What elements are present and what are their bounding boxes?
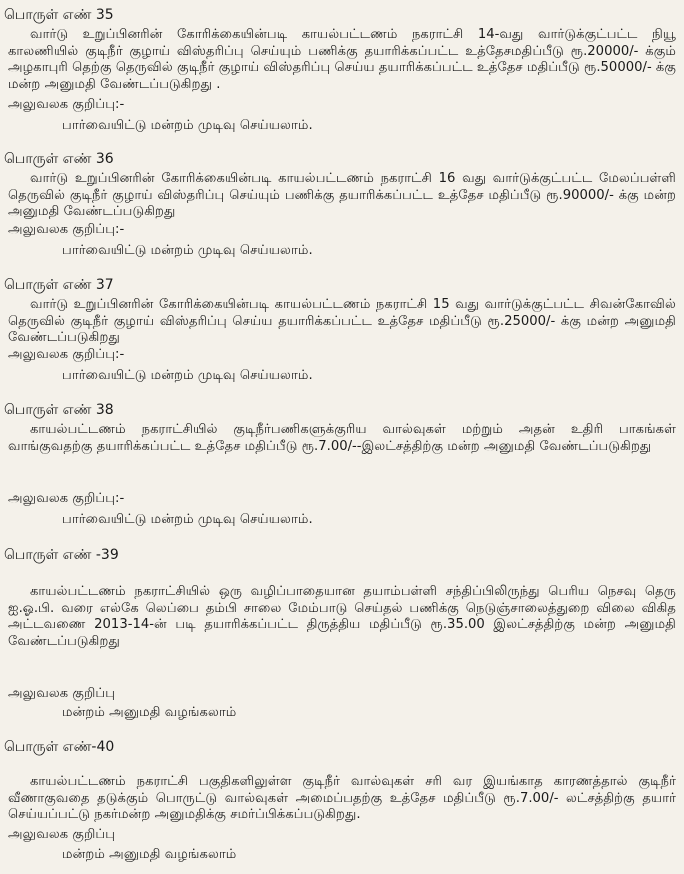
office-note-label: அலுவலக குறிப்பு:- <box>8 347 125 362</box>
item-body: வார்டு உறுப்பினரின் கோரிக்கையின்படி காயல்பட்டணம் நகராட்சி 15 வது வார்டுக்குட்பட்ட சிவன்கோவில் தெருவில் குடிநீர் குழாய் விஸ்தரிப்பு செய்ய தயாரிக்கப்பட்ட உத்தேச மதிப்பீடு ரூ.25000/- க்கு மன்ற அனுமதி வேண்டப்படுகிறது <box>8 297 676 346</box>
office-note-label: அலுவலக குறிப்பு:- <box>8 97 125 112</box>
office-decision: பார்வையிட்டு மன்றம் முடிவு செய்யலாம். <box>62 243 313 258</box>
item-title: பொருள் எண் 35 <box>4 7 114 23</box>
item-title: பொருள் எண் 37 <box>4 277 114 293</box>
item-title: பொருள் எண்-40 <box>4 739 115 755</box>
office-note-label: அலுவலக குறிப்பு:- <box>8 491 125 506</box>
item-body: காயல்பட்டணம் நகராட்சியில் குடிநீர்பணிகளுக்குரிய வால்வுகள் மற்றும் அதன் உதிரி பாகங்கள் வாங்குவதற்கு தயாரிக்கப்பட்ட உத்தேச மதிப்பீடு ரூ.7.00/--இலட்சத்திற்கு மன்ற அனுமதி வேண்டப்படுகிறது <box>8 422 676 454</box>
office-note-label: அலுவலக குறிப்பு:- <box>8 222 125 237</box>
item-title: பொருள் எண் 36 <box>4 151 114 167</box>
office-note-label: அலுவலக குறிப்பு <box>8 827 116 842</box>
item-title: பொருள் எண் 38 <box>4 402 114 418</box>
item-title: பொருள் எண் -39 <box>4 547 119 563</box>
item-body: காயல்பட்டணம் நகராட்சி பகுதிகளிலுள்ள குடிநீர் வால்வுகள் சரி வர இயங்காத காரணத்தால் குடிநீர் வீணாகுவதை தடுக்கும் பொருட்டு வால்வுகள் அமைப்பதற்கு உத்தேச மதிப்பீடு ரூ.7.00/- லட்சத்திற்கு தயார் செய்யப்பட்டு நகர்மன்ற அனுமதிக்கு சமர்ப்பிக்கப்படுகிறது. <box>8 774 676 823</box>
office-note-label: அலுவலக குறிப்பு <box>8 686 116 701</box>
item-body: காயல்பட்டணம் நகராட்சியில் ஒரு வழிப்பாதையான தயாம்பள்ளி சந்திப்பிலிருந்து பெரிய நெசவு தெரு ஐ.ஓ.பி. வரை எல்கே லெப்பை தம்பி சாலை மேம்பாடு செய்தல் பணிக்கு நெடுஞ்சாலைத்துறை விலை விகித அட்டவணை 2013-14-ன் படி தயாரிக்கப்பட்ட திருத்திய மதிப்பீடு ரூ.35.00 இலட்சத்திற்கு மன்ற அனுமதி வேண்டப்படுகிறது <box>8 584 676 649</box>
office-decision: மன்றம் அனுமதி வழங்கலாம் <box>62 847 237 862</box>
item-body: வார்டு உறுப்பினரின் கோரிக்கையின்படி காயல்பட்டணம் நகராட்சி 16 வது வார்டுக்குட்பட்ட மேலப்பள்ளி தெருவில் குடிநீர் குழாய் விஸ்தரிப்பு செய்யும் பணிக்கு தயாரிக்கப்பட்ட உத்தேச மதிப்பீடு ரூ.90000/- க்கு மன்ற அனுமதி வேண்டப்படுகிறது <box>8 171 676 220</box>
office-decision: பார்வையிட்டு மன்றம் முடிவு செய்யலாம். <box>62 368 313 383</box>
item-body: வார்டு உறுப்பினரின் கோரிக்கையின்படி காயல்பட்டணம் நகராட்சி 14-வது வார்டுக்குட்பட்ட நியூ காலணியில் குடிநீர் குழாய் விஸ்தரிப்பு செய்யும் பணிக்கு தயாரிக்கப்பட்ட உத்தேசமதிப்பீடு ரூ.20000/- க்கும் அழகாபுரி தெற்கு தெருவில் குடிநீர் குழாய் விஸ்தரிப்பு செய்ய தயாரிக்கப்பட்ட உத்தேச மதிப்பீடு ரூ.50000/- க்கு மன்ற அனுமதி வேண்டப்படுகிறது . <box>8 27 676 92</box>
office-decision: பார்வையிட்டு மன்றம் முடிவு செய்யலாம். <box>62 118 313 133</box>
office-decision: மன்றம் அனுமதி வழங்கலாம் <box>62 705 237 720</box>
office-decision: பார்வையிட்டு மன்றம் முடிவு செய்யலாம். <box>62 512 313 527</box>
